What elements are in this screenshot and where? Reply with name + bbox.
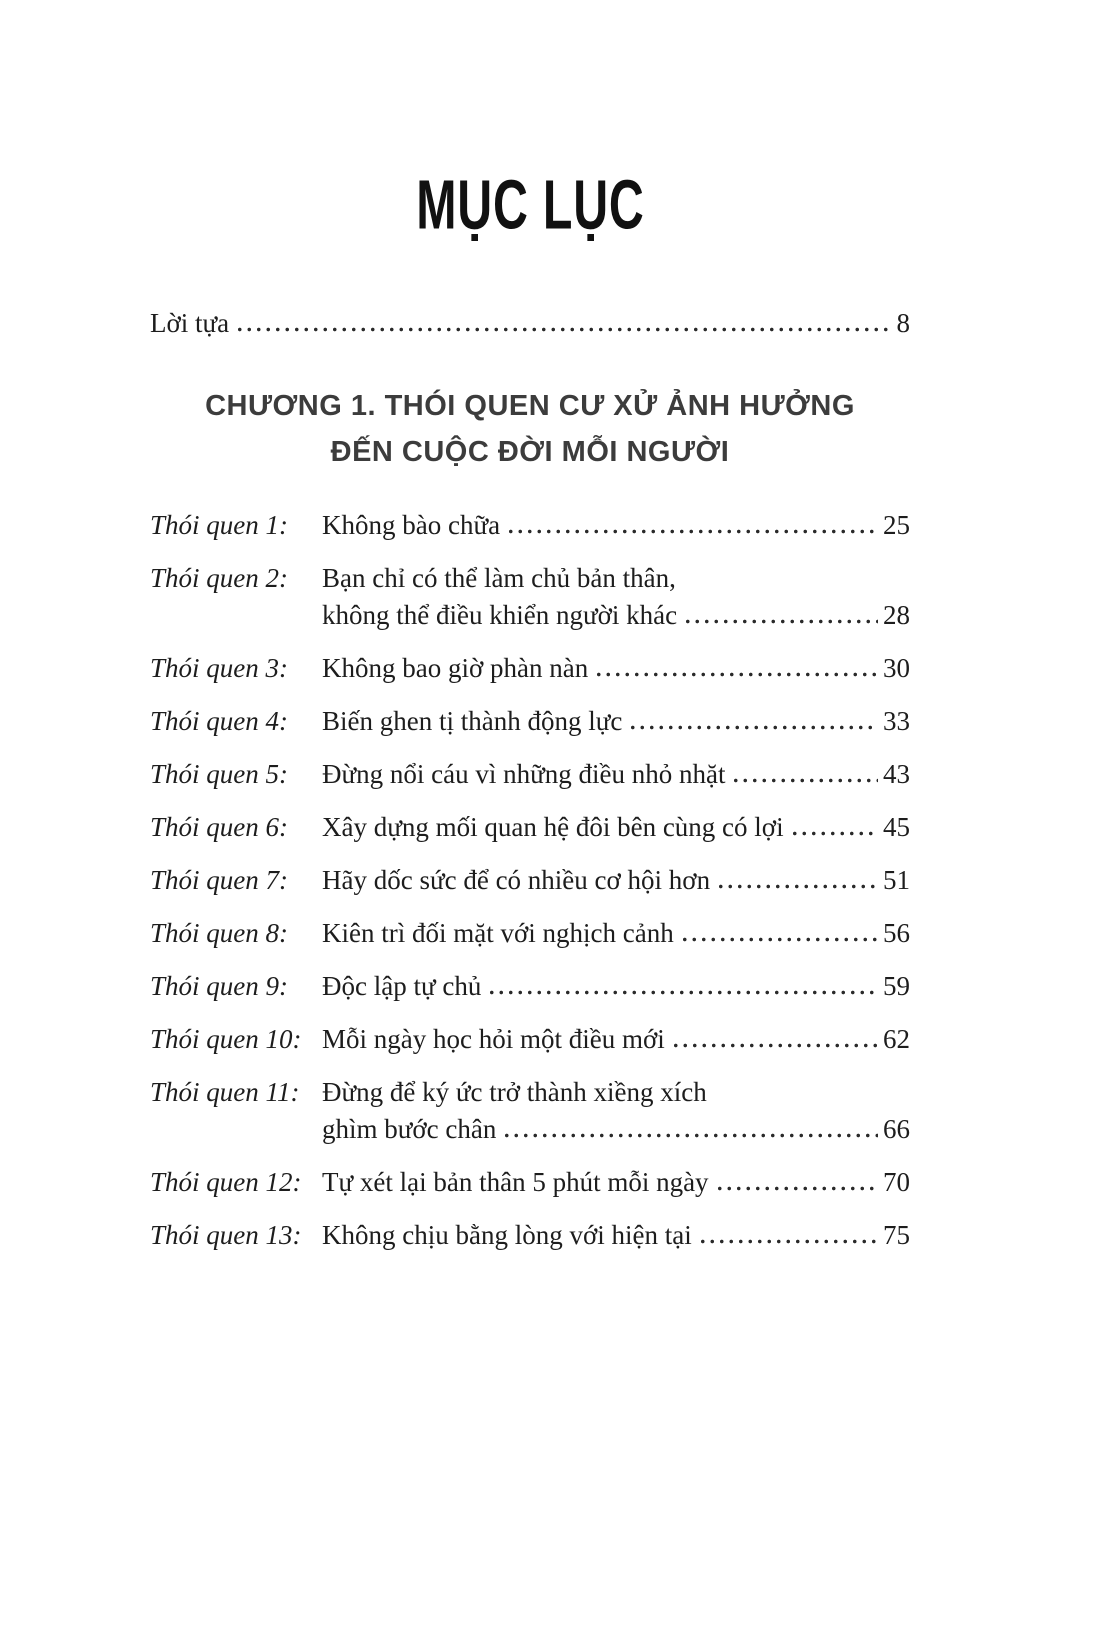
entry-title: Kiên trì đối mặt với nghịch cảnh	[322, 918, 674, 948]
entry-title: Độc lập tự chủ	[322, 971, 482, 1001]
entry-label: Thói quen 2:	[150, 563, 288, 593]
entry-content	[322, 968, 910, 1005]
dot-leader	[506, 529, 878, 534]
chapter-heading-line-1: CHƯƠNG 1. THÓI QUEN CƯ XỬ ẢNH HƯỞNG	[205, 390, 855, 422]
entry-line	[322, 650, 910, 687]
entry-page-number: 62	[883, 1024, 910, 1054]
entry-title: Không chịu bằng lòng với hiện tại	[322, 1220, 692, 1250]
toc-entry	[150, 968, 910, 1005]
entry-content	[322, 1217, 910, 1254]
entry-line	[322, 756, 910, 793]
entry-content	[322, 862, 910, 899]
entry-line	[322, 809, 910, 846]
entry-title: ghìm bước chân	[322, 1114, 497, 1144]
dot-leader	[716, 884, 878, 889]
toc-entry	[150, 756, 910, 793]
entry-page-number: 75	[883, 1220, 910, 1250]
preface-page-number: 8	[896, 308, 910, 338]
entry-content	[322, 703, 910, 740]
entry-page-number: 33	[883, 706, 910, 736]
dot-leader	[487, 990, 878, 995]
entry-content	[322, 1164, 910, 1201]
dot-leader	[715, 1186, 878, 1191]
toc-entry	[150, 915, 910, 952]
entry-content	[322, 560, 910, 634]
entry-content	[322, 507, 910, 544]
toc-entry	[150, 650, 910, 687]
entry-line	[322, 703, 910, 740]
toc-entry	[150, 703, 910, 740]
dot-leader	[502, 1133, 878, 1138]
dot-leader	[731, 778, 878, 783]
entry-title: Không bao giờ phàn nàn	[322, 653, 589, 683]
entry-page-number: 43	[883, 759, 910, 789]
entry-content	[322, 1074, 910, 1148]
entry-title: không thể điều khiển người khác	[322, 600, 678, 630]
dot-leader	[683, 619, 878, 624]
entry-label: Thói quen 11:	[150, 1077, 300, 1107]
dot-leader	[235, 327, 891, 332]
entry-content	[322, 915, 910, 952]
toc-entry	[150, 507, 910, 544]
dot-leader	[790, 831, 878, 836]
entry-line	[322, 968, 910, 1005]
chapter-heading-line-2: ĐẾN CUỘC ĐỜI MỖI NGƯỜI	[330, 436, 730, 468]
entry-line	[322, 1111, 910, 1148]
entry-line	[322, 1217, 910, 1254]
entry-page-number: 51	[883, 865, 910, 895]
toc-entry	[150, 1074, 910, 1148]
entry-line	[322, 915, 910, 952]
entry-line	[322, 507, 910, 544]
entry-label: Thói quen 10:	[150, 1024, 302, 1054]
entry-content	[322, 756, 910, 793]
entry-title: Biến ghen tị thành động lực	[322, 706, 623, 736]
entry-title: Hãy dốc sức để có nhiều cơ hội hơn	[322, 865, 711, 895]
entry-label: Thói quen 3:	[150, 653, 288, 683]
toc-entry	[150, 1164, 910, 1201]
dot-leader	[594, 672, 878, 677]
entry-title: Đừng nổi cáu vì những điều nhỏ nhặt	[322, 759, 726, 789]
entry-title: Đừng để ký ức trở thành xiềng xích	[322, 1077, 707, 1107]
entry-label: Thói quen 4:	[150, 706, 288, 736]
entry-line	[322, 597, 910, 634]
entry-title: Không bào chữa	[322, 510, 501, 540]
preface-row	[150, 305, 910, 341]
entry-page-number: 30	[883, 653, 910, 683]
entry-line	[322, 1021, 910, 1058]
toc-entry	[150, 809, 910, 846]
entry-label: Thói quen 12:	[150, 1167, 302, 1197]
dot-leader	[671, 1043, 878, 1048]
toc-entry	[150, 1021, 910, 1058]
entry-page-number: 59	[883, 971, 910, 1001]
entry-title: Xây dựng mối quan hệ đôi bên cùng có lợi	[322, 812, 784, 842]
chapter-heading	[150, 383, 910, 475]
entry-line	[322, 862, 910, 899]
entry-page-number: 56	[883, 918, 910, 948]
entry-title: Tự xét lại bản thân 5 phút mỗi ngày	[322, 1167, 709, 1197]
entry-label: Thói quen 9:	[150, 971, 288, 1001]
entry-page-number: 66	[883, 1114, 910, 1144]
entry-line	[322, 560, 910, 597]
entry-label: Thói quen 5:	[150, 759, 288, 789]
page-title	[150, 166, 910, 245]
entry-content	[322, 809, 910, 846]
toc-entry	[150, 560, 910, 634]
entry-label: Thói quen 6:	[150, 812, 288, 842]
dot-leader	[628, 725, 878, 730]
toc-entry	[150, 1217, 910, 1254]
entry-label: Thói quen 8:	[150, 918, 288, 948]
dot-leader	[698, 1239, 878, 1244]
entry-page-number: 45	[883, 812, 910, 842]
entry-line	[322, 1074, 910, 1111]
toc-entries	[150, 507, 910, 1254]
entry-content	[322, 1021, 910, 1058]
entry-label: Thói quen 13:	[150, 1220, 302, 1250]
entry-line	[322, 1164, 910, 1201]
entry-page-number: 28	[883, 600, 910, 630]
preface-label: Lời tựa	[150, 308, 230, 338]
toc-entry	[150, 862, 910, 899]
entry-page-number: 70	[883, 1167, 910, 1197]
dot-leader	[680, 937, 878, 942]
page-title-text: MỤC LỤC	[415, 166, 645, 245]
entry-content	[322, 650, 910, 687]
entry-label: Thói quen 7:	[150, 865, 288, 895]
entry-page-number: 25	[883, 510, 910, 540]
entry-label: Thói quen 1:	[150, 510, 288, 540]
entry-title: Mỗi ngày học hỏi một điều mới	[322, 1024, 665, 1054]
entry-title: Bạn chỉ có thể làm chủ bản thân,	[322, 563, 676, 593]
